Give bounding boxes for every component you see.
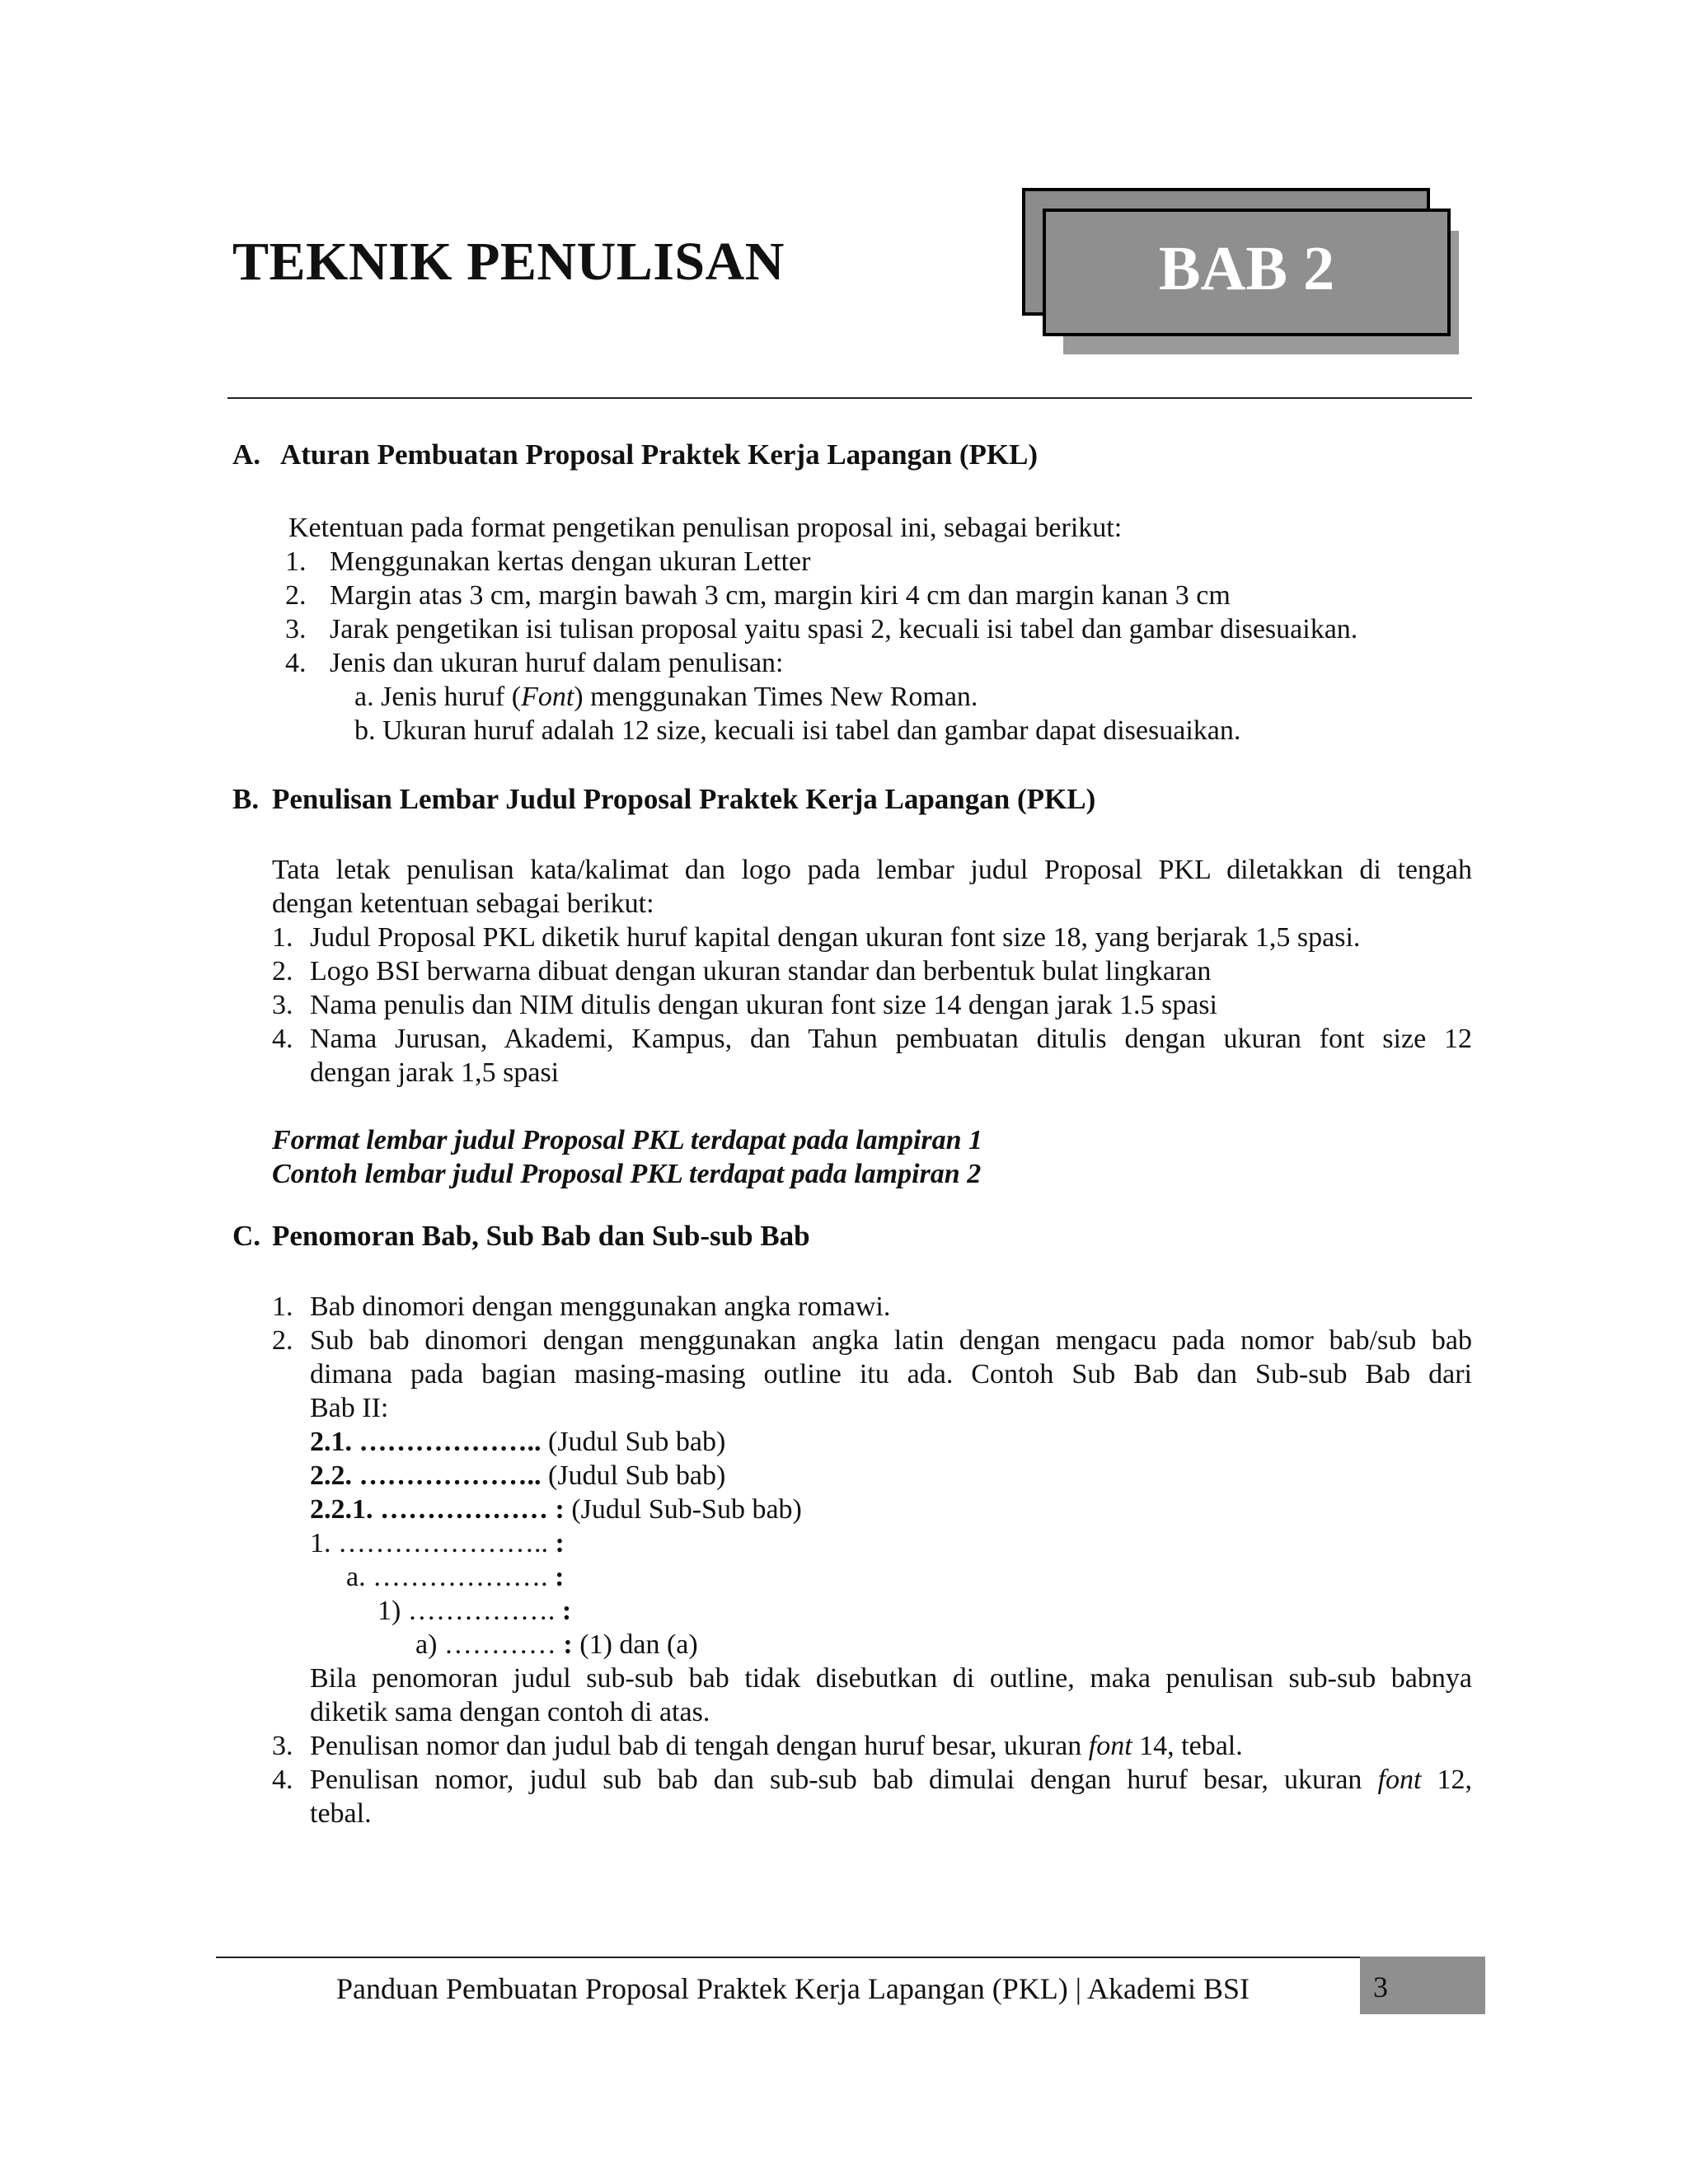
section-c-heading [232,1220,810,1253]
list-item-text: Sub bab dinomori dengan menggunakan angka latin dengan mengacu pada nomor bab/sub bab [310,1325,1472,1356]
list-item-text: Jenis dan ukuran huruf dalam penulisan: [330,648,784,678]
section-b-letter: B. [232,783,260,815]
section-c-title: Penomoran Bab, Sub Bab dan Sub-sub Bab [272,1220,810,1252]
list-item-number: 2. [272,1325,293,1356]
list-item-continuation: tebal. [310,1798,372,1829]
sub-item-b: b. Ukuran huruf adalah 12 size, kecuali isi tabel dan gambar dapat disesuaikan. [354,715,1241,746]
section-a-letter: A. [232,438,261,471]
list-item-text: Judul Proposal PKL diketik huruf kapital dengan ukuran font size 18, yang berjarak 1,5 spasi. [310,922,1361,953]
example-dots: ………………….. [331,1528,556,1558]
section-a-title: Aturan Pembuatan Proposal Praktek Kerja Lapangan (PKL) [280,438,1039,471]
section-c-letter: C. [232,1220,261,1252]
example-colon: : [555,1562,565,1592]
example-label: (1) dan (a) [572,1629,698,1660]
list-item-text-post: 12, [1421,1765,1472,1795]
example-subchapter-1 [310,1425,725,1459]
note-example: Contoh lembar judul Proposal PKL terdapat pada lampiran 2 [272,1159,982,1189]
example-subsubchapter [310,1493,802,1526]
example-level-2 [346,1560,564,1594]
example-colon: : [561,1596,572,1626]
section-c-paragraph-line2: diketik sama dengan contoh di atas. [310,1697,710,1727]
example-number: 1) [377,1596,401,1626]
list-item-text-font: font [1377,1765,1422,1795]
example-colon: : [555,1528,565,1558]
list-item-number: 4. [285,648,307,678]
list-item-number: 3. [272,990,293,1020]
section-b-heading [232,783,1095,816]
list-item-number: 1. [285,546,307,577]
example-dots: ……………. [401,1596,562,1626]
section-b-intro-line2: dengan ketentuan sebagai berikut: [272,888,654,919]
list-item-continuation: dengan jarak 1,5 spasi [310,1057,560,1088]
list-item-number: 2. [272,956,293,987]
list-item-text: Margin atas 3 cm, margin bawah 3 cm, margin kiri 4 cm dan margin kanan 3 cm [330,580,1231,611]
list-item-text: Menggunakan kertas dengan ukuran Letter [330,546,811,577]
list-item-continuation: Bab II: [310,1393,389,1423]
list-item-number: 1. [272,1291,293,1322]
example-number: 2.2.1. ……………… : [310,1494,565,1525]
example-level-3 [377,1594,571,1628]
badge-front-frame [1043,209,1451,336]
list-item-text-pre: Penulisan nomor dan judul bab di tengah dengan huruf besar, ukuran [310,1731,1089,1761]
chapter-badge [1022,188,1459,361]
list-item-number: 3. [272,1731,293,1761]
sub-item-a-font: Font [521,682,574,712]
list-item-text [310,1763,1472,1797]
footer-title: Panduan Pembuatan Proposal Praktek Kerja Lapangan (PKL) | Akademi BSI [336,1972,1250,2005]
section-b-intro-line1: Tata letak penulisan kata/kalimat dan logo pada lembar judul Proposal PKL diletakkan di tengah [272,855,1472,885]
section-c-paragraph-line1: Bila penomoran judul sub-sub bab tidak disebutkan di outline, maka penulisan sub-sub babnya [310,1663,1472,1694]
chapter-title: TEKNIK PENULISAN [232,232,785,292]
example-dots: ………… [437,1629,564,1660]
list-item-text: Logo BSI berwarna dibuat dengan ukuran standar dan berbentuk bulat lingkaran [310,956,1212,987]
list-item-number: 2. [285,580,307,611]
list-item-text-pre: Penulisan nomor, judul sub bab dan sub-sub bab dimulai dengan huruf besar, ukuran [310,1765,1378,1795]
example-level-4 [415,1628,698,1661]
sub-item-a-pre: a. Jenis huruf ( [354,682,522,712]
list-item-number: 3. [285,614,307,644]
list-item-text: Nama Jurusan, Akademi, Kampus, dan Tahun pembuatan ditulis dengan ukuran font size 12 [310,1024,1472,1054]
example-label: (Judul Sub-Sub bab) [564,1494,802,1525]
list-item [272,1022,1472,1056]
page-number: 3 [1373,1971,1388,2004]
example-level-1 [310,1526,565,1560]
example-colon: : [563,1629,573,1660]
badge-label: BAB 2 [1158,234,1335,303]
section-a-heading [232,438,1038,471]
list-item-number: 4. [272,1765,293,1795]
example-number: a) [415,1629,438,1660]
example-number: a. [346,1562,366,1592]
section-b-title: Penulisan Lembar Judul Proposal Praktek Kerja Lapangan (PKL) [272,783,1096,815]
list-item-text: Jarak pengetikan isi tulisan proposal yaitu spasi 2, kecuali isi tabel dan gambar disesuaikan. [330,614,1358,644]
example-number: 2.1. ……………….. [310,1427,542,1457]
page-number-box [1360,1957,1485,2014]
list-item-number: 1. [272,922,293,953]
list-item-text: Bab dinomori dengan menggunakan angka romawi. [310,1291,891,1322]
list-item-text [310,1729,1243,1763]
example-label: (Judul Sub bab) [541,1427,726,1457]
sub-item-a-post: ) menggunakan Times New Roman. [574,682,978,712]
example-number: 1. [310,1528,331,1558]
example-subchapter-2 [310,1459,725,1493]
section-a-intro: Ketentuan pada format pengetikan penulisan proposal ini, sebagai berikut: [288,513,1123,543]
list-item [272,1763,1472,1797]
footer-divider [216,1957,1362,1958]
example-number: 2.2. ……………….. [310,1460,542,1491]
header-divider [227,397,1472,399]
list-item-text-font: font [1088,1731,1132,1761]
example-label: (Judul Sub bab) [541,1460,726,1491]
list-item-text-post: 14, tebal. [1132,1731,1243,1761]
list-item-continuation: dimana pada bagian masing-masing outline itu ada. Contoh Sub Bab dan Sub-sub Bab dari [310,1359,1472,1390]
list-item [272,1324,1472,1357]
example-dots: ………………. [365,1562,556,1592]
note-format: Format lembar judul Proposal PKL terdapat pada lampiran 1 [272,1125,983,1155]
list-item-text: Nama penulis dan NIM ditulis dengan ukuran font size 14 dengan jarak 1.5 spasi [310,990,1217,1020]
sub-item-a [354,680,978,714]
list-item-number: 4. [272,1024,293,1054]
